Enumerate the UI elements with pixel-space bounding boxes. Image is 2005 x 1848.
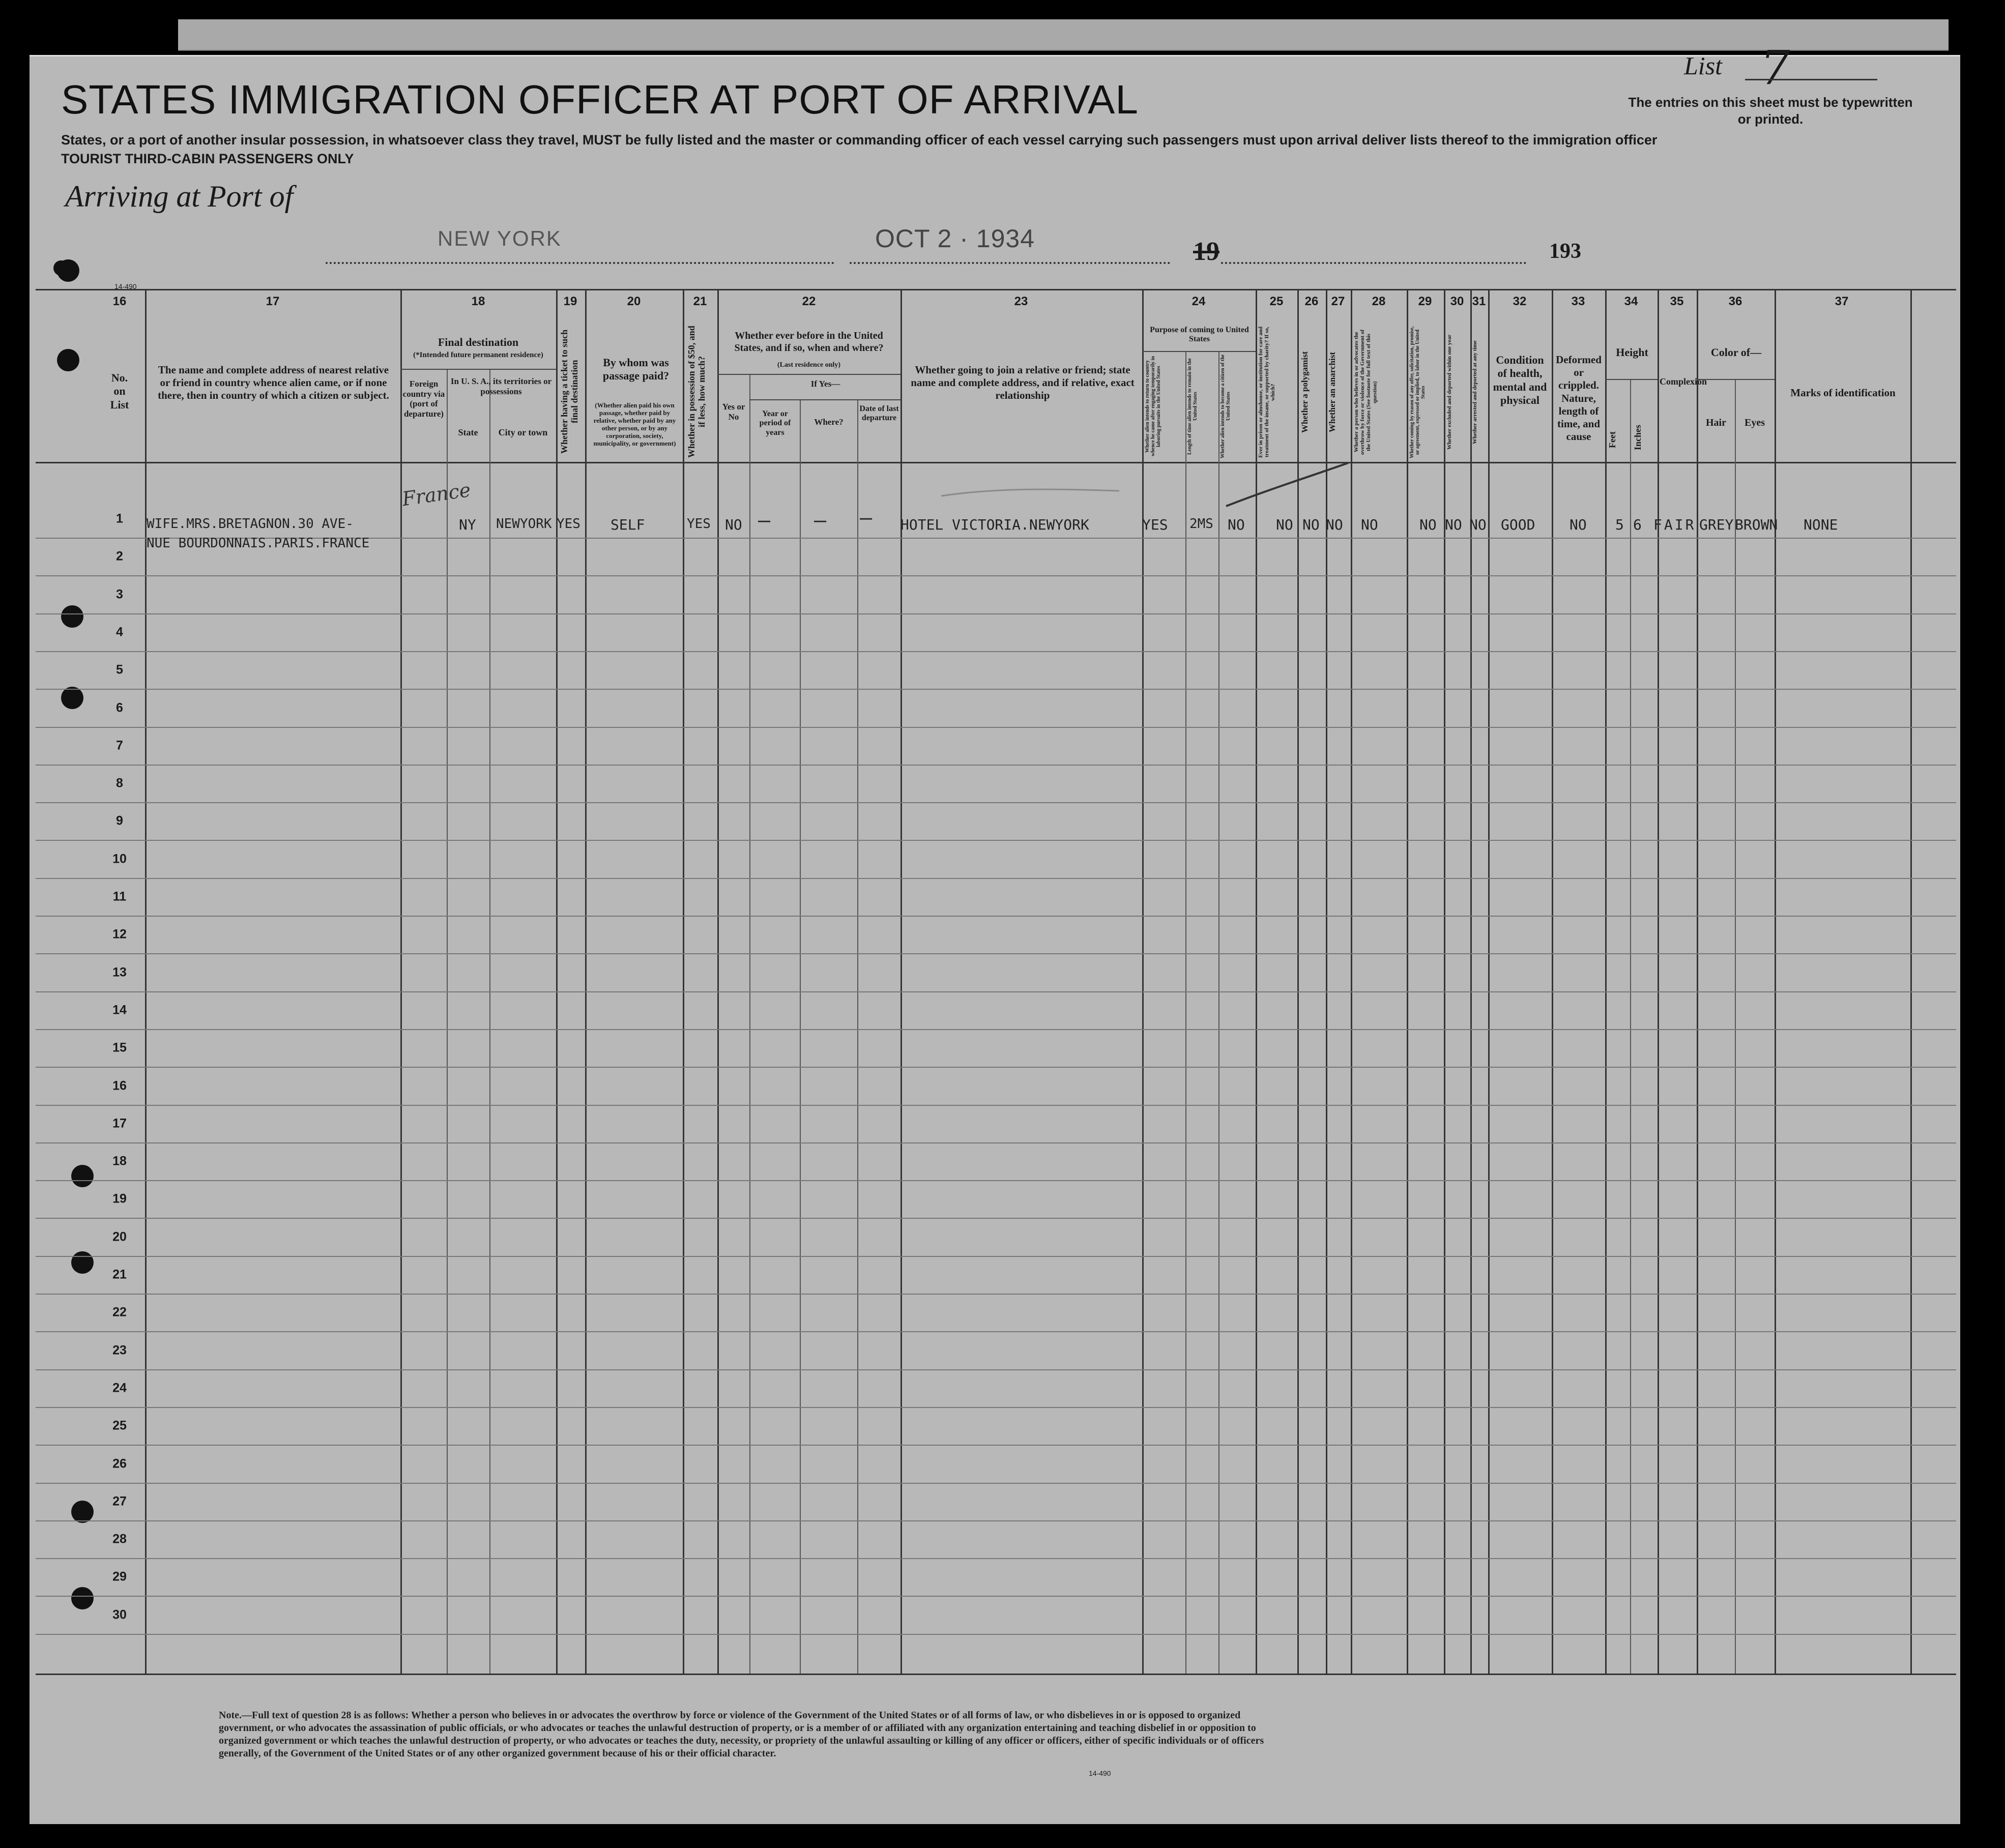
col-number-23: 23 — [1014, 295, 1028, 308]
col-number-32: 32 — [1513, 295, 1527, 308]
row-number: 23 — [112, 1343, 127, 1358]
where-dash: — — [814, 509, 827, 532]
passenger-class: TOURIST THIRD-CABIN PASSENGERS ONLY — [61, 151, 354, 166]
header-marks: Marks of identification — [1790, 387, 1896, 399]
row-number: 26 — [112, 1456, 127, 1471]
header-ever-before: Whether ever before in the United States, and if so, when and where? — [734, 330, 884, 354]
year-struck: 19 — [1193, 237, 1219, 266]
header-deformed: Deformed or crippled. Nature, length of time, and cause — [1556, 354, 1602, 443]
deformed: NO — [1570, 516, 1587, 533]
row-number: 16 — [112, 1078, 127, 1093]
col-number-30: 30 — [1450, 295, 1464, 308]
row-number: 4 — [116, 625, 123, 639]
overthrow: NO — [1361, 516, 1378, 533]
header-yes-no: Yes or No — [722, 402, 745, 422]
row-number: 25 — [112, 1418, 127, 1433]
header-year-period: Year or period of years — [759, 409, 791, 437]
col-number-18: 18 — [471, 295, 485, 308]
row-number: 22 — [112, 1305, 127, 1319]
polygamist: NO — [1302, 516, 1320, 533]
header-polygamist: Whether a polygamist — [1300, 351, 1310, 433]
header-in-usa: In U. S. A., its territories or possessions — [450, 376, 552, 396]
eye-color: BROWN — [1735, 516, 1778, 533]
header-arrested: Whether arrested and deported at any time — [1472, 340, 1478, 444]
prison: NO — [1276, 516, 1293, 533]
header-nearest-relative: The name and complete address of nearest relative or friend in country whence alien came, or if none there, then in country of which a citizen or subject. — [158, 364, 389, 402]
marks: NONE — [1804, 516, 1838, 533]
date-dash: — — [860, 506, 873, 530]
header-complexion: Complexion — [1660, 376, 1707, 387]
col-number-16: 16 — [112, 295, 127, 308]
row-number: 5 — [116, 662, 123, 677]
row-number: 21 — [112, 1267, 127, 1282]
col-number-34: 34 — [1624, 295, 1638, 308]
row-number: 18 — [112, 1154, 127, 1168]
row-number: 17 — [112, 1116, 127, 1131]
header-passage-paid: By whom was passage paid? — [602, 356, 670, 383]
col-number-37: 37 — [1835, 295, 1849, 308]
col-number-21: 21 — [693, 295, 707, 308]
height-inches: 6 — [1633, 516, 1642, 533]
row-number: 14 — [112, 1003, 127, 1017]
row-number: 11 — [112, 889, 127, 904]
col-number-19: 19 — [563, 295, 577, 308]
port-name: NEW YORK — [438, 226, 562, 250]
header-foreign-country: Foreign country via (port of departure) — [402, 379, 445, 419]
header-intend-citizen: Whether alien intends to become a citizen of the United States — [1220, 354, 1231, 459]
header-length-stay: Length of time alien intends to remain in the United States — [1187, 358, 1198, 455]
excluded: NO — [1445, 516, 1462, 533]
col-number-20: 20 — [627, 295, 641, 308]
header-final-destination: Final destination — [438, 336, 519, 348]
row-number: 28 — [112, 1532, 127, 1546]
header-passage-paid-sub: (Whether alien paid his own passage, whether paid by relative, whether paid by any other person, or by any corporation, society, municipality, or government) — [593, 401, 676, 447]
header-ever-before-sub: (Last residence only) — [777, 361, 841, 369]
row-number: 3 — [116, 587, 123, 602]
row-number: 1 — [116, 511, 123, 526]
col-number-36: 36 — [1728, 295, 1742, 308]
offer-labor: NO — [1419, 516, 1437, 533]
header-where: Where? — [814, 417, 844, 427]
has-ticket: YES — [557, 516, 580, 532]
row-number: 6 — [116, 700, 123, 715]
footnote: Note.—Full text of question 28 is as follows: Whether a person who believes in or advocates the overthrow by force or violence of the Government of the United States or of all forms of law, or who disbelieves in or is opposed to organized government, or who advocates the assassination of public officials, or who advocates or teaches the unlawful destruction of property, or is a member of or affiliated with any organization entertaining and teaching disbelief in or opposition to organized government or which teaches the unlawful destruction of property, or who advocates or teaches the duty, necessity, or propriety of the unlawful assaulting or killing of any officer or officers, either of specific individuals or of officers generally, of the Government of the United States or of any other organized government because of his or their official character. — [219, 1710, 1264, 1759]
header-excluded: Whether excluded and deported within one year — [1446, 334, 1452, 450]
list-number: 7 — [1760, 41, 1790, 95]
row-number: 12 — [112, 927, 127, 942]
purpose-return: YES — [1142, 516, 1168, 533]
row-number: 19 — [112, 1191, 127, 1206]
row-number: 27 — [112, 1494, 127, 1509]
arrested: NO — [1469, 516, 1487, 533]
header-hair: Hair — [1706, 417, 1726, 428]
height-feet: 5 — [1615, 516, 1624, 533]
header-purpose: Purpose of coming to United States — [1150, 326, 1249, 344]
entries-note: The entries on this sheet must be typewritten or printed. — [1628, 95, 1913, 127]
header-offer: Whether coming by reason of any offer, solicitation, promise, or agreement, expressed or implied, to labor in the United States — [1409, 326, 1426, 458]
arriving-label: Arriving at Port of — [65, 180, 294, 213]
col-number-17: 17 — [266, 295, 280, 308]
row-number: 30 — [112, 1607, 127, 1622]
arrival-date: OCT 2 · 1934 — [875, 224, 1035, 253]
years-dash: — — [758, 509, 771, 532]
has-fifty: YES — [687, 516, 711, 532]
row-number: 7 — [116, 738, 123, 753]
header-city: City or town — [498, 427, 548, 437]
header-joining: Whether going to join a relative or friend; state name and complete address, and if relative, exact relationship — [911, 364, 1135, 402]
row-number: 9 — [116, 813, 123, 828]
year: 193 — [1549, 240, 1581, 263]
col-number-26: 26 — [1304, 295, 1319, 308]
intend-citizen: NO — [1228, 516, 1245, 533]
col-number-35: 35 — [1670, 295, 1684, 308]
dest-state: NY — [459, 516, 476, 533]
header-state: State — [458, 427, 478, 437]
row-number: 13 — [112, 965, 127, 980]
passage-paid-by: SELF — [611, 516, 645, 533]
health: GOOD — [1501, 516, 1535, 533]
header-no-on-list: No. on List — [110, 371, 129, 411]
header-color: Color of— — [1710, 346, 1762, 359]
row-number: 2 — [116, 549, 123, 564]
row-number: 24 — [112, 1381, 127, 1395]
row-number: 8 — [116, 776, 123, 790]
length-stay: 2MS — [1189, 516, 1213, 532]
joining-relative: HOTEL VICTORIA.NEWYORK — [900, 516, 1089, 533]
col-number-25: 25 — [1269, 295, 1284, 308]
header-prison: Ever in prison or almshouse, or institution for care and treatment of the insane, or supported by charity? If so, which? — [1258, 326, 1276, 458]
list-label: List — [1684, 51, 1723, 80]
col-number-33: 33 — [1571, 295, 1585, 308]
row-number: 20 — [112, 1229, 127, 1244]
header-anarchist: Whether an anarchist — [1327, 351, 1337, 433]
col-number-22: 22 — [802, 295, 816, 308]
header-height: Height — [1616, 346, 1648, 359]
relative-address-line2: NUE BOURDONNAIS.PARIS.FRANCE — [147, 536, 370, 551]
header-if-yes: If Yes— — [810, 379, 840, 389]
col-number-28: 28 — [1372, 295, 1386, 308]
header-health: Condition of health, mental and physical — [1493, 354, 1547, 407]
header-purpose-return: Whether alien intends to return to country whence he came after engaging temporarily in laboring pursuits in the United States — [1145, 356, 1161, 457]
col-number-24: 24 — [1192, 295, 1206, 308]
header-fifty-dollars: Whether in possession of $50, and if less, how much? — [686, 326, 707, 458]
dest-city: NEWYORK — [496, 516, 552, 532]
row-number: 15 — [112, 1040, 127, 1055]
relative-address-line1: WIFE.MRS.BRETAGNON.30 AVE- — [147, 516, 354, 532]
header-feet: Feet — [1607, 431, 1617, 449]
header-date-last-departure: Date of last departure — [859, 404, 899, 423]
col-number-31: 31 — [1472, 295, 1486, 308]
header-ticket: Whether having a ticket to such final destination — [559, 329, 579, 454]
col-number-27: 27 — [1331, 295, 1345, 308]
header-inches: Inches — [1633, 425, 1643, 451]
hair-color: GREY — [1699, 516, 1734, 533]
instructions-line: States, or a port of another insular possession, in whatsoever class they travel, MUST be fully listed and the master or commanding officer of each vessel carrying such passengers must upon arrival deliver lists thereof to the immigration officer — [61, 132, 1658, 148]
header-eyes: Eyes — [1745, 417, 1765, 428]
anarchist: NO — [1326, 516, 1343, 533]
form-number: 14-490 — [114, 282, 137, 290]
foreign-country-handwritten: France — [400, 478, 472, 511]
ever-before: NO — [725, 516, 742, 533]
col-number-29: 29 — [1418, 295, 1432, 308]
footnote-form-number: 14-490 — [1089, 1769, 1111, 1777]
complexion: FAIR — [1653, 516, 1696, 533]
header-final-destination-sub: (*Intended future permanent residence) — [413, 351, 543, 359]
page-title: STATES IMMIGRATION OFFICER AT PORT OF ARRIVAL — [61, 77, 1139, 122]
header-overthrow: Whether a person who believes in or advocates the overthrow by force or violence of the Government of the United States (See footnote for full text of this question) — [1353, 329, 1378, 455]
row-number: 29 — [112, 1569, 127, 1584]
row-number: 10 — [112, 852, 127, 866]
